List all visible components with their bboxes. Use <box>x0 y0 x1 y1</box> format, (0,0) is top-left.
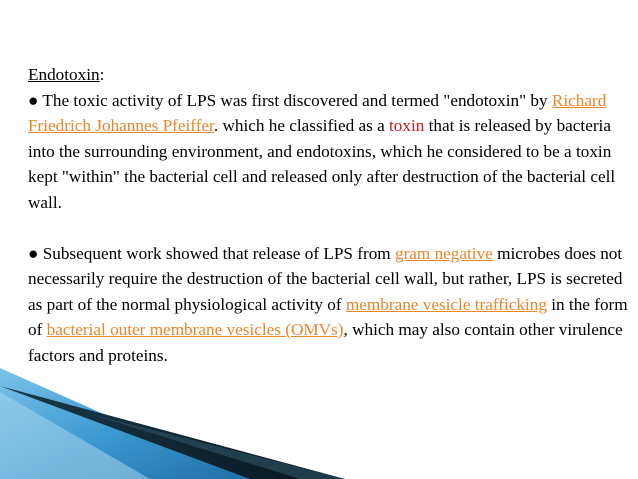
heading-line <box>28 62 628 88</box>
vesicle-trafficking-link[interactable]: membrane vesicle trafficking <box>345 294 547 314</box>
omvs-link[interactable]: bacterial outer membrane vesicles (OMVs) <box>46 320 344 339</box>
p2-text-1: Subsequent work showed that release of LPS from <box>38 243 395 263</box>
slide-title: Endotoxin <box>28 65 100 84</box>
p1-text-3: that is released by bacteria into the surrounding environment, and endotoxins, which he considered to be a toxin kept "within" the bacterial cell and released only after destruction of the bacterial cell wall. <box>28 116 616 212</box>
title-colon: : <box>99 65 105 84</box>
slide-content <box>28 62 628 368</box>
pfeiffer-link[interactable]: Richard Friedrich Johannes Pfeiffer <box>28 90 607 135</box>
bullet-icon: ● <box>28 243 39 263</box>
gram-negative-link[interactable]: gram negative <box>394 243 493 263</box>
toxin-term: toxin <box>389 116 425 135</box>
p2-text-4: , which may also contain other virulence factors and proteins. <box>28 320 623 365</box>
p2-text-3: in the form of <box>28 294 628 339</box>
p2-text-2: microbes does not necessarily require the destruction of the bacterial cell wall, but rather, LPS is secreted as part of the normal physiological activity of <box>28 243 623 314</box>
paragraph-1 <box>28 88 628 216</box>
paragraph-gap <box>28 215 628 241</box>
p1-text-1: The toxic activity of LPS was first discovered and termed "endotoxin" by <box>38 90 552 110</box>
p1-text-2: . which he classified as a <box>213 116 390 135</box>
bullet-icon: ● <box>28 90 39 110</box>
paragraph-2 <box>28 241 628 369</box>
